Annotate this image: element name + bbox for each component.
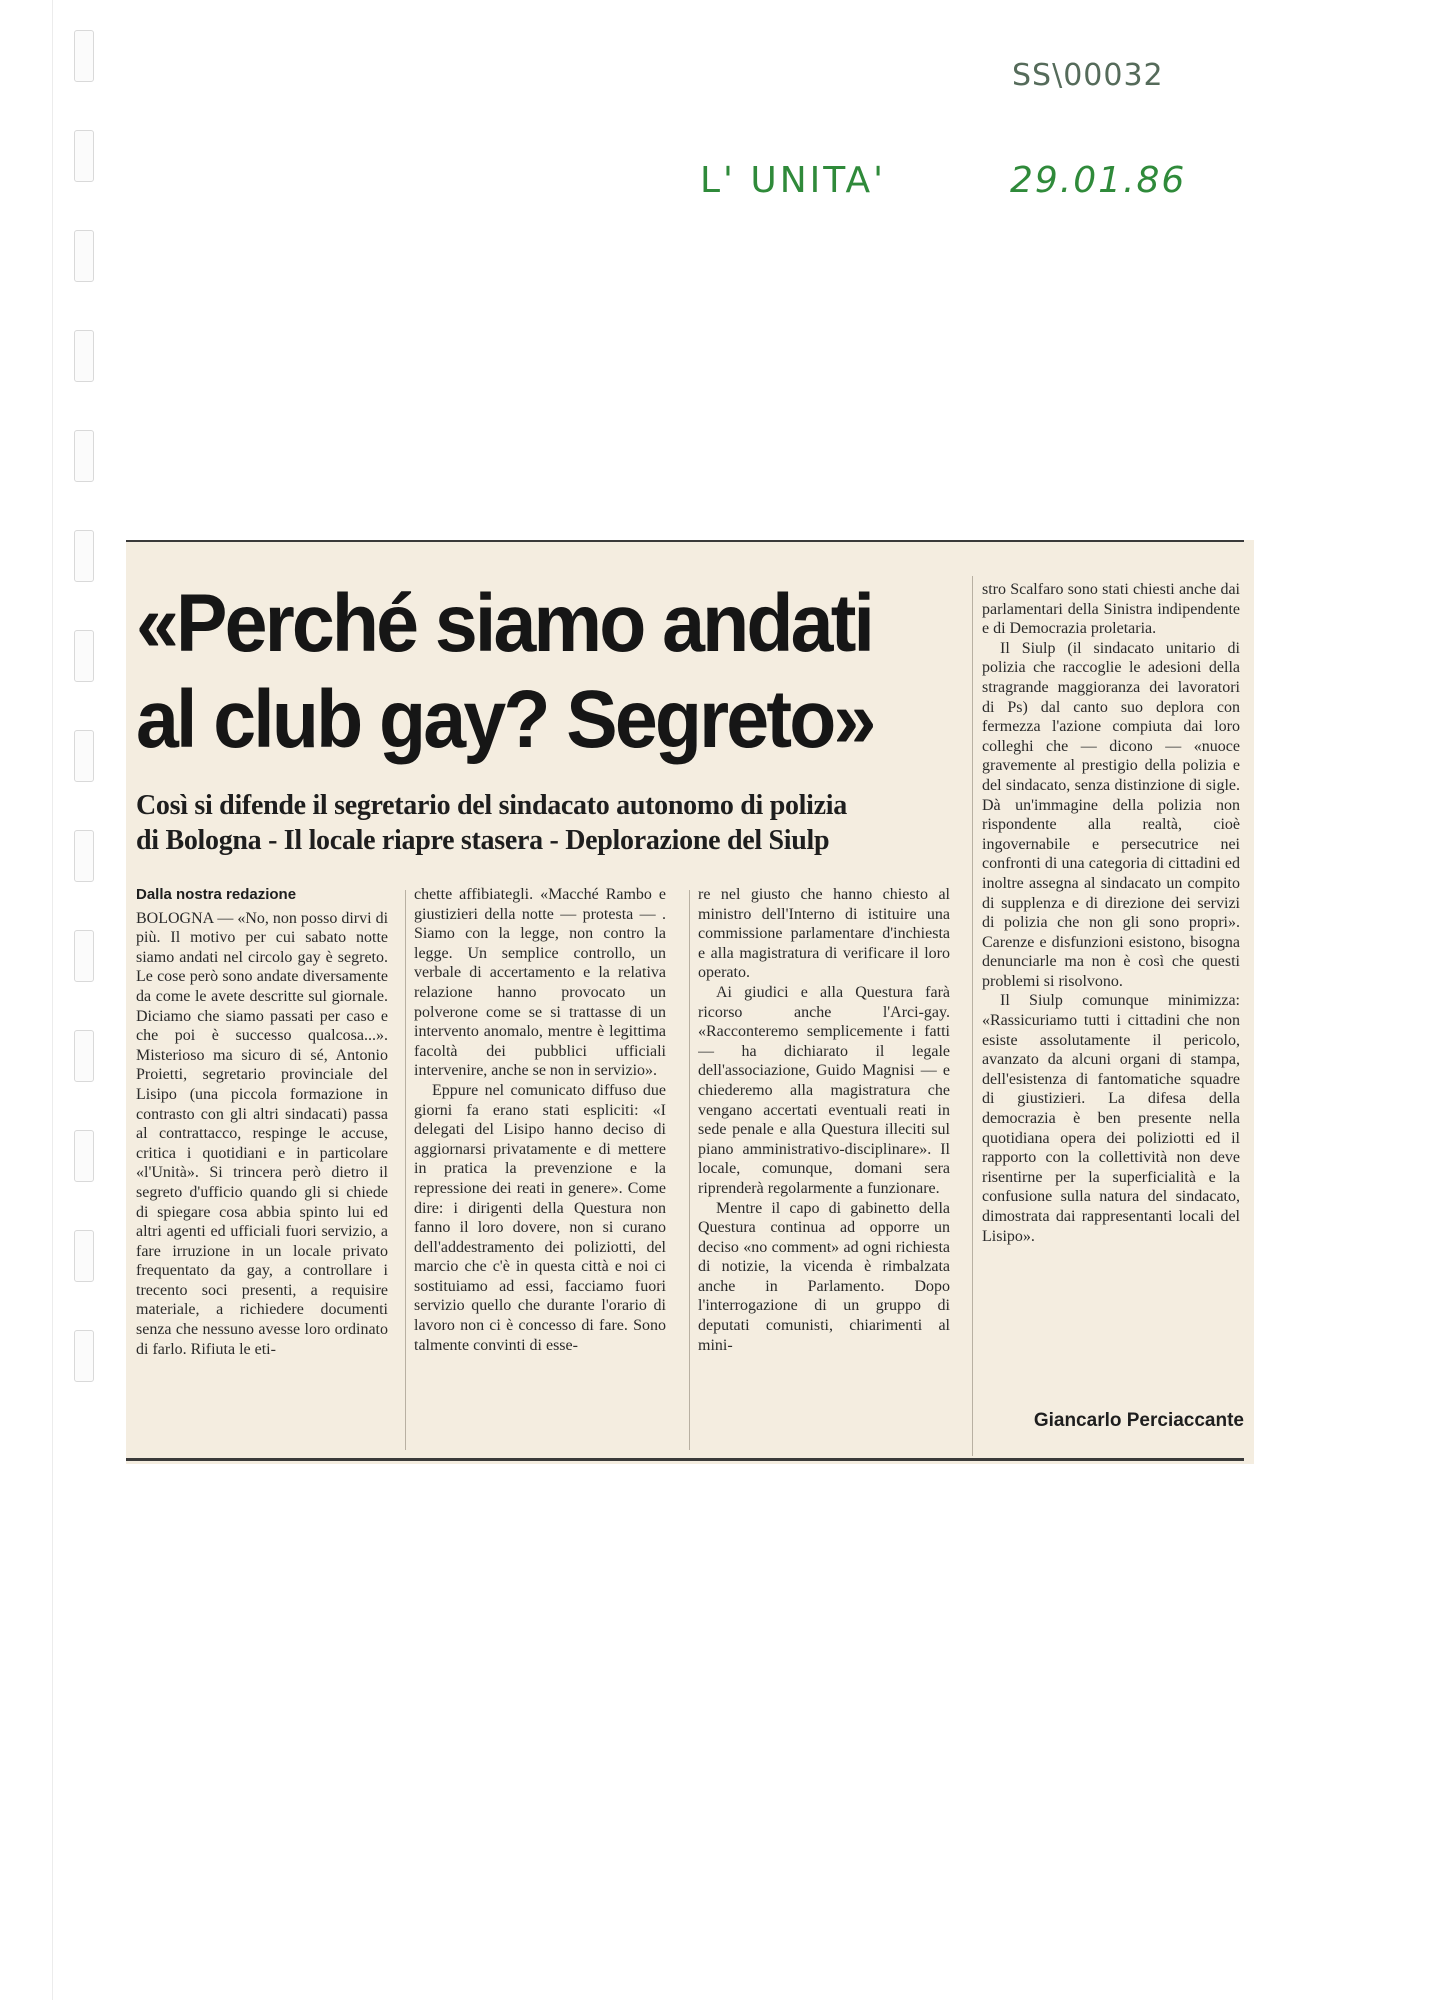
headline xyxy=(136,576,916,768)
binder-hole xyxy=(74,30,94,82)
dateline: Dalla nostra redazione xyxy=(136,886,297,903)
headline-line-2: al club gay? Segreto» xyxy=(136,674,874,765)
date-label: 29.01.86 xyxy=(1010,160,1187,201)
source-label: L' UNITA' xyxy=(700,160,887,201)
article-column-2 xyxy=(414,885,666,1455)
bleed-through-text xyxy=(126,548,962,574)
bottom-rule xyxy=(126,1458,1244,1461)
article-column-4 xyxy=(982,580,1240,1410)
column-divider xyxy=(689,890,690,1450)
binder-hole xyxy=(74,730,94,782)
paragraph: Eppure nel comunicato diffuso due giorni fa erano stati espliciti: «I delegati del Lisipo hanno deciso di aggiornarsi privatamente e di mettere in pratica la prevenzione e la repressione dei reati in genere». Come dire: i dirigenti della Questura non fanno il loro dovere, non si curano dell'addestramento dei poliziotti, del marcio che c'è in questa città e noi ci sostituiamo ad essi, facciamo fuori servizio quello che durante l'orario di lavoro non ci è concesso di fare. Sono talmente convinti di esse- xyxy=(414,1081,666,1354)
binder-hole xyxy=(74,130,94,182)
paragraph: Ai giudici e alla Questura farà ricorso anche l'Arci-gay. «Racconteremo semplicemente i fatti — ha dichiarato il legale dell'associazione, Guido Magnisi — e chiederemo alla magistratura che vengano accertati eventuali reati in sede penale e alla Questura illeciti sul piano amministrativo-disciplinare». Il locale, comunque, domani sera riprenderà regolarmente a funzionare. xyxy=(698,983,950,1197)
binder-hole xyxy=(74,330,94,382)
binder-line xyxy=(52,0,53,2000)
subheadline xyxy=(136,788,966,858)
binder-hole xyxy=(74,530,94,582)
column-divider xyxy=(405,890,406,1450)
paragraph: Il Siulp comunque minimizza: «Rassicuriamo tutti i cittadini che non esiste assolutamente il pericolo, avanzato da alcuni organi di stampa, dell'esistenza di fantomatiche squadre di giustizieri. La difesa della democrazia è ben presente nella quotidiana opera dei poliziotti ed il rapporto con la collettività non deve risentirne per la superficialità e la confusione sulla natura del sindacato, dimostrata dai rappresentanti locali del Lisipo». xyxy=(982,992,1240,1245)
paragraph: chette affibiategli. «Macché Rambo e giustizieri della notte — protesta — . Siamo con la legge, non contro la legge. Un semplice controllo, un verbale di accertamento e la relativa relazione hanno provocato un polverone come se si trattasse di un intervento anomalo, mentre è legittima facoltà dei pubblici ufficiali intervenire, anche se non in servizio». xyxy=(414,886,666,1080)
paragraph: stro Scalfaro sono stati chiesti anche dai parlamentari della Sinistra indipendente e di Democrazia proletaria. xyxy=(982,581,1240,638)
binder-hole xyxy=(74,1130,94,1182)
article-column-1 xyxy=(136,885,388,1455)
binder-hole xyxy=(74,830,94,882)
binder-hole xyxy=(74,430,94,482)
subheadline-line-2: di Bologna - Il locale riapre stasera - Deplorazione del Siulp xyxy=(136,825,830,856)
newspaper-clipping xyxy=(126,540,1254,1464)
paragraph: Mentre il capo di gabinetto della Questura continua ad opporre un deciso «no comment» ad ogni richiesta di notizie, la vicenda è rimbalzata anche in Parlamento. Dopo l'interrogazione di un gruppo di deputati comunisti, chiarimenti al mini- xyxy=(698,1199,950,1354)
article-column-3 xyxy=(698,885,950,1455)
headline-line-1: «Perché siamo andati xyxy=(136,578,873,669)
binder-hole xyxy=(74,930,94,982)
binder-strip xyxy=(0,0,60,2000)
binder-hole xyxy=(74,230,94,282)
paragraph: re nel giusto che hanno chiesto al ministro dell'Interno di istituire una commissione parlamentare d'inchiesta e alla magistratura di verificare il loro operato. xyxy=(698,886,950,982)
archive-code: SS\00032 xyxy=(1012,58,1164,93)
top-rule xyxy=(126,540,1244,542)
binder-hole xyxy=(74,1330,94,1382)
column-divider xyxy=(972,576,973,1456)
paragraph: Il Siulp (il sindacato unitario di polizia che raccoglie le adesioni della stragrande maggioranza dei lavoratori di Ps) dal canto suo deplora con fermezza l'azione compiuta dai loro colleghi che — dicono — «nuoce gravemente al prestigio della polizia e del sindacato, senza distinzione di sigle. Dà un'immagine della polizia non rispondente alla realtà, cioè ingovernabile e persecutrice nei confronti di una categoria di cittadini ed inoltre assegna al sindacato un compito di supplenza e di direzione dei servizi di polizia che non gli sono propri». Carenze e disfunzioni esistono, bisogna denunciarle ma non è così che questi problemi si risolvono. xyxy=(982,639,1240,990)
subheadline-line-1: Così si difende il segretario del sindacato autonomo di polizia xyxy=(136,790,847,821)
binder-hole xyxy=(74,1030,94,1082)
binder-hole xyxy=(74,1230,94,1282)
byline: Giancarlo Perciaccante xyxy=(1033,1410,1244,1431)
binder-hole xyxy=(74,630,94,682)
paragraph: BOLOGNA — «No, non posso dirvi di più. Il motivo per cui sabato notte siamo andati nel circolo gay è segreto. Le cose però sono andate diversamente da come le avete descritte sul giornale. Diciamo che siamo passati per caso e che poi è successo qualcosa...». Misterioso ma sicuro di sé, Antonio Proietti, segretario provinciale del Lisipo (una piccola formazione in contrasto con gli altri sindacati) passa al contrattacco, respinge le accuse, critica i quotidiani e in particolare «l'Unità». Si trincera però dietro il segreto d'ufficio quando gli si chiede di spiegare cosa abbia spinto lui ed altri agenti ed ufficiali fuori servizio, a fare irruzione in un locale privato frequentato da gay, a controllare i trecento soci presenti, a requisire materiale, a richiedere documenti senza che nessuno avesse loro ordinato di farlo. Rifiuta le eti- xyxy=(136,909,388,1358)
